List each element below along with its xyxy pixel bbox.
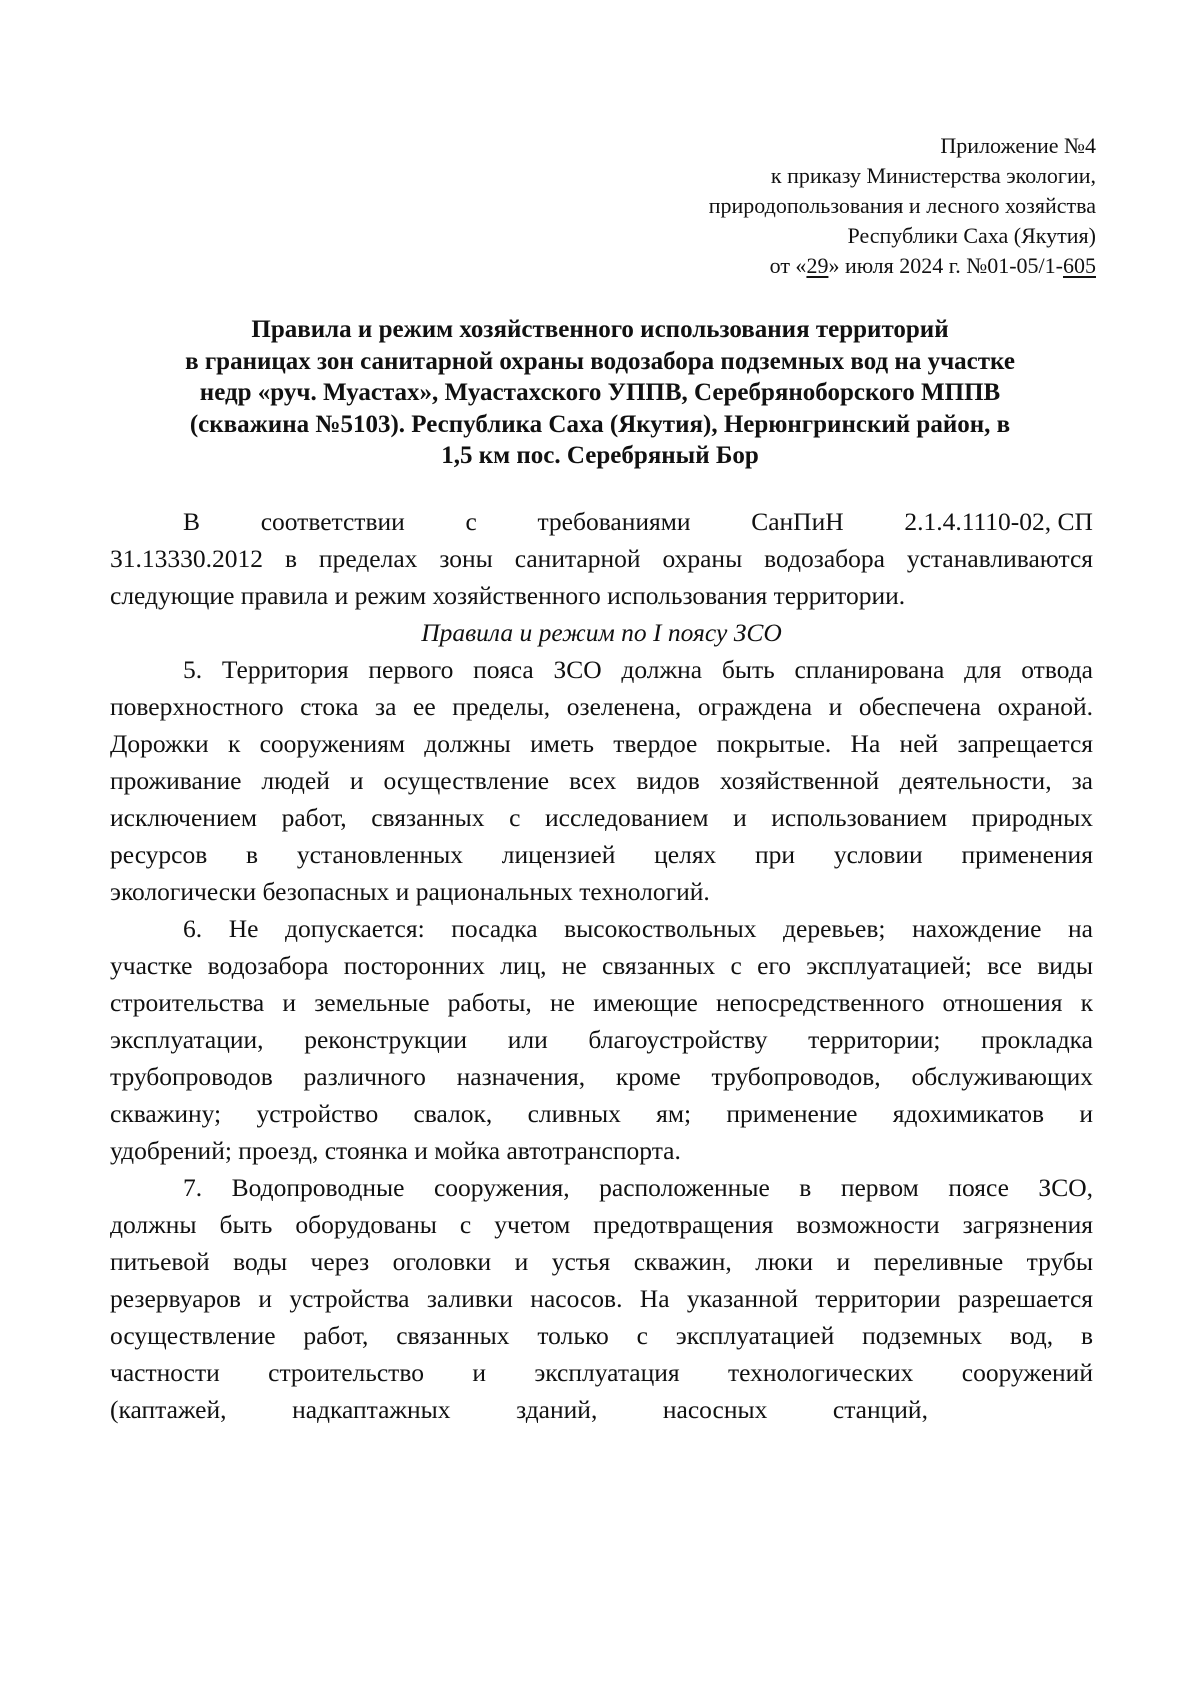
date-prefix: от « <box>769 253 807 278</box>
line-text: эксплуатации, реконструкции или благоустройству территории; прокладка <box>110 1025 1093 1054</box>
word: и <box>472 1358 486 1387</box>
document-title <box>110 314 1090 472</box>
line-text: участке водозабора посторонних лиц, не связанных с его эксплуатацией; все виды <box>110 951 1093 980</box>
p5-line-6 <box>110 836 1093 873</box>
word: сооружений <box>961 1358 1093 1387</box>
intro-line-1 <box>110 503 1093 540</box>
word: станций, <box>832 1395 928 1424</box>
p5-line-7 <box>110 873 1093 910</box>
intro-line-2 <box>110 540 1093 577</box>
line-text: проживание людей и осуществление всех видов хозяйственной деятельности, за <box>110 766 1093 795</box>
line-text: трубопроводов различного назначения, кроме трубопроводов, обслуживающих <box>110 1062 1093 1091</box>
p6-line-1 <box>110 910 1093 947</box>
p5-line-5 <box>110 799 1093 836</box>
intro-line-3 <box>110 577 1093 614</box>
appendix-line-2: к приказу Министерства экологии, <box>770 163 1096 188</box>
date-middle: » июля 2024 г. №01-05/1- <box>828 253 1063 278</box>
word: ресурсов <box>110 840 208 869</box>
line-text: осуществление работ, связанных только с эксплуатацией подземных вод, в <box>110 1321 1093 1350</box>
p6-line-7 <box>110 1132 1093 1169</box>
word: эксплуатация <box>534 1358 680 1387</box>
appendix-header <box>709 131 1096 281</box>
word: частности <box>110 1358 220 1387</box>
title-line: Правила и режим хозяйственного использования территорий <box>251 316 949 343</box>
line-text: удобрений; проезд, стоянка и мойка автотранспорта. <box>110 1136 681 1165</box>
p5-line-1 <box>110 651 1093 688</box>
word: СанПиН <box>751 507 844 536</box>
word: условии <box>833 840 923 869</box>
word: зданий, <box>516 1395 598 1424</box>
word: надкаптажных <box>292 1395 451 1424</box>
line-text: исключением работ, связанных с исследованием и использованием природных <box>110 803 1093 832</box>
p7-line-2 <box>110 1206 1093 1243</box>
line-text: следующие правила и режим хозяйственного использования территории. <box>110 581 906 610</box>
word: 2.1.4.1110-02, СП <box>904 507 1093 536</box>
line-text: поверхностного стока за ее пределы, озеленена, ограждена и обеспечена охраной. <box>110 692 1093 721</box>
word: применения <box>961 840 1093 869</box>
p7-line-5 <box>110 1317 1093 1354</box>
title-line: недр «руч. Муастах», Муастахского УППВ, Серебряноборского МППВ <box>199 379 1001 406</box>
date-day: 29 <box>806 253 829 278</box>
p6-line-6 <box>110 1095 1093 1132</box>
p7-line-6 <box>110 1354 1093 1391</box>
line-text: Дорожки к сооружениям должны иметь твердое покрытые. На ней запрещается <box>110 729 1093 758</box>
word: требованиями <box>537 507 691 536</box>
line-text: экологически безопасных и рациональных технологий. <box>110 877 710 906</box>
line-text: 6. Не допускается: посадка высокоствольных деревьев; нахождение на <box>183 914 1093 943</box>
line-text: должны быть оборудованы с учетом предотвращения возможности загрязнения <box>110 1210 1093 1239</box>
line-text: резервуаров и устройства заливки насосов. На указанной территории разрешается <box>110 1284 1093 1313</box>
line-text: питьевой воды через оголовки и устья скважин, люки и переливные трубы <box>110 1247 1093 1276</box>
p6-line-2 <box>110 947 1093 984</box>
word: (каптажей, <box>110 1395 227 1424</box>
title-line: в границах зон санитарной охраны водозабора подземных вод на участке <box>185 347 1015 375</box>
line-text: скважину; устройство свалок, сливных ям; применение ядохимикатов и <box>110 1099 1093 1128</box>
word: лицензией <box>501 840 616 869</box>
p7-line-7 <box>110 1391 928 1428</box>
p7-line-1 <box>110 1169 1093 1206</box>
word: установленных <box>296 840 463 869</box>
line-text: 7. Водопроводные сооружения, расположенные в первом поясе ЗСО, <box>183 1173 1093 1202</box>
appendix-line-3: природопользования и лесного хозяйства <box>708 193 1096 218</box>
section-heading <box>110 614 1093 651</box>
document-body <box>110 503 1093 1428</box>
word: строительство <box>268 1358 424 1387</box>
word: технологических <box>728 1358 914 1387</box>
title-line: (скважина №5103). Республика Саха (Якутия), Нерюнгринский район, в <box>189 410 1011 438</box>
p7-line-3 <box>110 1243 1093 1280</box>
line-text: строительства и земельные работы, не имеющие непосредственного отношения к <box>110 988 1093 1017</box>
word: с <box>465 507 477 536</box>
p5-line-2 <box>110 688 1093 725</box>
line-text: 5. Территория первого пояса ЗСО должна быть спланирована для отвода <box>183 655 1093 684</box>
order-date-line <box>709 251 1096 281</box>
p7-line-4 <box>110 1280 1093 1317</box>
title-line: 1,5 км пос. Серебряный Бор <box>441 442 759 469</box>
p5-line-4 <box>110 762 1093 799</box>
heading-text: Правила и режим по I поясу ЗСО <box>421 618 782 647</box>
word: при <box>755 840 796 869</box>
p5-line-3 <box>110 725 1093 762</box>
line-text: 31.13330.2012 в пределах зоны санитарной охраны водозабора устанавливаются <box>110 544 1093 573</box>
p6-line-4 <box>110 1021 1093 1058</box>
word: В <box>183 507 201 536</box>
word: целях <box>654 840 717 869</box>
word: соответствии <box>260 507 405 536</box>
p6-line-3 <box>110 984 1093 1021</box>
word: в <box>246 840 259 869</box>
order-number: 605 <box>1063 253 1096 278</box>
p6-line-5 <box>110 1058 1093 1095</box>
word: насосных <box>662 1395 768 1424</box>
appendix-number: Приложение №4 <box>940 133 1096 158</box>
appendix-line-4: Республики Саха (Якутия) <box>847 223 1096 248</box>
